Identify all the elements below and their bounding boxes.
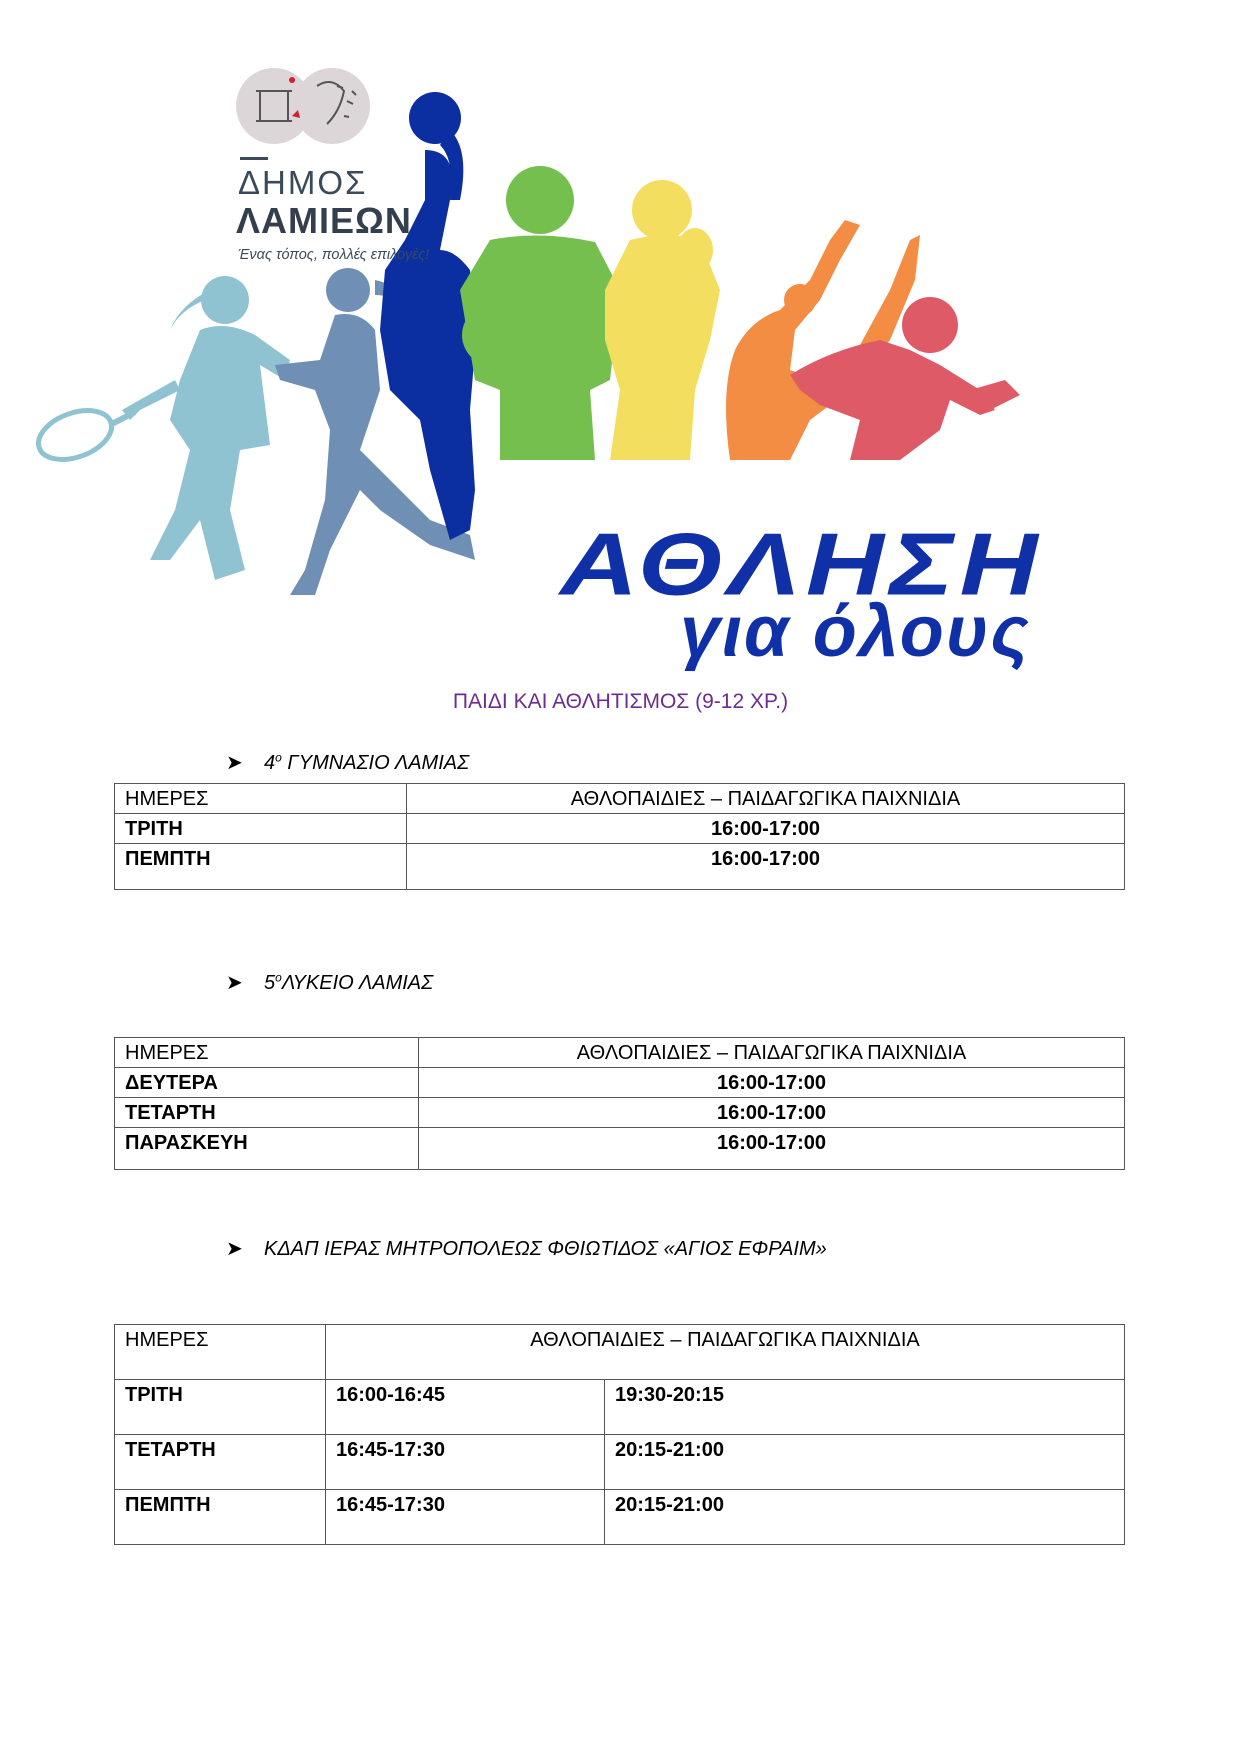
table-header-row [115,1038,1125,1068]
municipality-slogan: Ένας τόπος, πολλές επιλογές! [238,247,430,263]
venue-heading-3 [226,1236,827,1261]
table-cell: 20:15-21:00 [605,1490,1125,1545]
banner-subtitle: για όλους [680,592,1031,672]
table-row [115,1435,1125,1490]
municipality-name-line2: ΛΑΜΙΕΩΝ [236,200,412,241]
table-cell: ΤΕΤΑΡΤΗ [115,1435,326,1490]
municipality-name-line1: ΔΗΜΟΣ [238,164,368,201]
footballer-silhouette [460,166,620,460]
table-cell: 16:00-17:00 [407,844,1125,890]
table-cell: ΗΜΕΡΕΣ [115,1325,326,1380]
banner-title: ΑΘΛΗΣΗ [560,514,1044,614]
table-row [115,1128,1125,1170]
table-header-row [115,1325,1125,1380]
table-cell: ΑΘΛΟΠΑΙΔΙΕΣ – ΠΑΙΔΑΓΩΓΙΚΑ ΠΑΙΧΝΙΔΙΑ [326,1325,1125,1380]
arrow-bullet-icon: ➤ [226,752,243,774]
arrow-bullet-icon: ➤ [226,1238,243,1260]
table-cell: 16:00-17:00 [419,1098,1125,1128]
table-cell: ΠΕΜΠΤΗ [115,844,407,890]
venue-heading-1: ➤ $4^o$ ΓΥΜΝΑΣΙΟ ΛΑΜΙΑΣ [226,750,470,774]
tennis-player-silhouette [32,276,290,580]
table-cell: ΗΜΕΡΕΣ [115,1038,419,1068]
logo-divider [240,157,268,160]
table-cell: ΗΜΕΡΕΣ [115,784,407,814]
table-cell: ΤΡΙΤΗ [115,1380,326,1435]
table-cell: 16:45-17:30 [326,1490,605,1545]
table-cell: ΤΡΙΤΗ [115,814,407,844]
program-title: ΠΑΙΔΙ ΚΑΙ ΑΘΛΗΤΙΣΜΟΣ (9-12 ΧΡ.) [452,690,789,713]
schedule-table-1 [114,783,1125,890]
venue-name: ΚΔΑΠ ΙΕΡΑΣ ΜΗΤΡΟΠΟΛΕΩΣ ΦΘΙΩΤΙΔΟΣ «ΑΓΙΟΣ ΕΦΡΑΙΜ» [264,1238,827,1260]
venue-name: ΛΥΚΕΙΟ ΛΑΜΙΑΣ [281,972,434,994]
venue-heading-2: ➤ $5^o\Lambda\Upsilon KEIO$ ΛΑΜΙΑΣ [226,970,434,994]
table-cell: ΠΕΜΠΤΗ [115,1490,326,1545]
boxer-silhouette [605,180,720,460]
basketball-player-silhouette [380,92,475,540]
table-cell: ΔΕΥΤΕΡΑ [115,1068,419,1098]
table-cell: ΑΘΛΟΠΑΙΔΙΕΣ – ΠΑΙΔΑΓΩΓΙΚΑ ΠΑΙΧΝΙΔΙΑ [419,1038,1125,1068]
table-cell: ΠΑΡΑΣΚΕΥΗ [115,1128,419,1170]
table-row [115,1068,1125,1098]
table-cell: 16:00-16:45 [326,1380,605,1435]
venue-name: ΓΥΜΝΑΣΙΟ ΛΑΜΙΑΣ [281,752,470,774]
table-cell: 16:00-17:00 [419,1068,1125,1098]
table-row [115,844,1125,890]
schedule-table-2 [114,1037,1125,1170]
table-cell: 16:45-17:30 [326,1435,605,1490]
table-cell: 19:30-20:15 [605,1380,1125,1435]
table-header-row [115,784,1125,814]
sprinter-silhouette [790,297,1020,460]
municipality-emblem [232,66,392,148]
table-row [115,1380,1125,1435]
table-row [115,1490,1125,1545]
table-row [115,1098,1125,1128]
table-cell: 16:00-17:00 [419,1128,1125,1170]
table-cell: 16:00-17:00 [407,814,1125,844]
table-cell: ΤΕΤΑΡΤΗ [115,1098,419,1128]
table-cell: ΑΘΛΟΠΑΙΔΙΕΣ – ΠΑΙΔΑΓΩΓΙΚΑ ΠΑΙΧΝΙΔΙΑ [407,784,1125,814]
table-cell: 20:15-21:00 [605,1435,1125,1490]
table-row [115,814,1125,844]
schedule-table-3 [114,1324,1125,1545]
arrow-bullet-icon: ➤ [226,972,243,994]
